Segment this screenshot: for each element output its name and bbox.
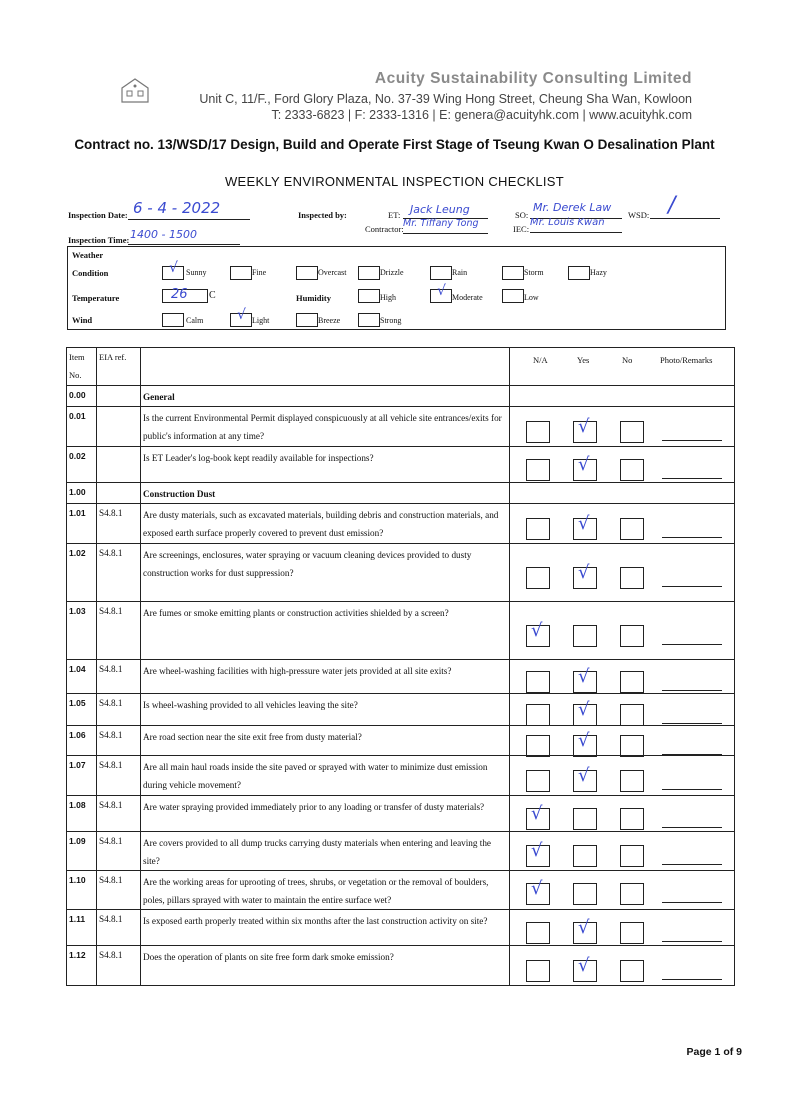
- header-no: No: [622, 355, 633, 365]
- wind-light-checkbox[interactable]: [230, 307, 252, 327]
- item-no: 1.11: [67, 910, 97, 946]
- contract-title: Contract no. 13/WSD/17 Design, Build and Operate First Stage of Tseung Kwan O Desalination Plant: [74, 137, 715, 152]
- page-number: Page 1 of 9: [686, 1046, 742, 1058]
- header-eia-ref-text: EIA ref.: [99, 352, 127, 362]
- eia-ref: S4.8.1: [97, 602, 141, 660]
- check-mark: √: [531, 878, 543, 899]
- remarks-field[interactable]: [662, 863, 722, 865]
- item-checks: [510, 694, 735, 726]
- header-item-no-text: Item No.: [69, 352, 85, 380]
- item-checks: [510, 832, 735, 871]
- na-checkbox[interactable]: [526, 671, 550, 693]
- condition-overcast-label: Overcast: [318, 268, 347, 277]
- item-checks: [510, 544, 735, 602]
- remarks-field[interactable]: [662, 788, 722, 790]
- check-mark: √: [578, 562, 590, 583]
- check-group: [526, 765, 667, 792]
- eia-ref: [97, 483, 141, 504]
- remarks-field[interactable]: [662, 901, 722, 903]
- no-checkbox[interactable]: [620, 704, 644, 726]
- wind-light-mark: √: [237, 307, 246, 323]
- table-row: [67, 910, 735, 946]
- item-no: 1.12: [67, 946, 97, 986]
- check-mark: √: [531, 620, 543, 641]
- et-value: Jack Leung: [410, 203, 470, 216]
- item-no: 1.02: [67, 544, 97, 602]
- check-mark: √: [578, 699, 590, 720]
- remarks-field[interactable]: [662, 689, 722, 691]
- humidity-moderate-mark: √: [437, 283, 446, 299]
- eia-ref: S4.8.1: [97, 694, 141, 726]
- item-question: Is the current Environmental Permit displayed conspicuously at all vehicle site entrances/exits for public's information at any time?: [141, 407, 510, 447]
- temperature-field[interactable]: [162, 289, 208, 303]
- wind-light-label: Light: [252, 316, 270, 325]
- humidity-moderate-checkbox[interactable]: [430, 283, 452, 303]
- eia-ref: S4.8.1: [97, 946, 141, 986]
- section-title: Construction Dust: [141, 483, 510, 504]
- item-no: 0.02: [67, 447, 97, 483]
- contractor-label: Contractor:: [365, 224, 404, 234]
- na-checkbox[interactable]: [526, 960, 550, 982]
- check-mark: √: [578, 513, 590, 534]
- eia-ref: [97, 386, 141, 407]
- eia-ref: S4.8.1: [97, 832, 141, 871]
- form-title: WEEKLY ENVIRONMENTAL INSPECTION CHECKLIST: [224, 174, 565, 189]
- yes-checkbox[interactable]: [573, 625, 597, 647]
- no-checkbox[interactable]: [620, 518, 644, 540]
- eia-ref: S4.8.1: [97, 660, 141, 694]
- na-checkbox[interactable]: [526, 922, 550, 944]
- inspection-time-label: Inspection Time:: [68, 235, 130, 245]
- remarks-field[interactable]: [662, 978, 722, 980]
- company-address: Unit C, 11/F., Ford Glory Plaza, No. 37-39 Wing Hong Street, Cheung Sha Wan, Kowloon: [199, 92, 692, 106]
- yes-checkbox[interactable]: [573, 454, 597, 481]
- check-group: [526, 699, 667, 726]
- table-row: [67, 407, 735, 447]
- na-checkbox[interactable]: [526, 459, 550, 481]
- header-remarks: Photo/Remarks: [660, 355, 713, 365]
- checklist-table: [66, 347, 735, 986]
- item-no: 0.00: [67, 386, 97, 407]
- remarks-field[interactable]: [662, 826, 722, 828]
- na-checkbox[interactable]: [526, 840, 550, 867]
- check-group: [526, 878, 667, 905]
- header-eia-ref: [97, 348, 141, 386]
- yes-checkbox[interactable]: [573, 699, 597, 726]
- item-no: 1.06: [67, 726, 97, 756]
- wsd-label: WSD:: [628, 210, 650, 220]
- item-question: Are wheel-washing facilities with high-pressure water jets provided at all site exits?: [141, 660, 510, 694]
- eia-ref: S4.8.1: [97, 871, 141, 910]
- yes-checkbox[interactable]: [573, 513, 597, 540]
- na-checkbox[interactable]: [526, 518, 550, 540]
- condition-sunny-label: Sunny: [186, 268, 207, 277]
- check-mark: √: [578, 955, 590, 976]
- et-label: ET:: [388, 210, 401, 220]
- item-checks: [510, 483, 735, 504]
- table-row: [67, 756, 735, 796]
- section-row: [67, 483, 735, 504]
- check-group: [526, 840, 667, 867]
- no-checkbox[interactable]: [620, 459, 644, 481]
- remarks-field[interactable]: [662, 585, 722, 587]
- check-group: [526, 454, 667, 481]
- item-checks: [510, 796, 735, 832]
- item-no: 1.07: [67, 756, 97, 796]
- yes-checkbox[interactable]: [573, 416, 597, 443]
- check-group: [526, 416, 667, 443]
- na-checkbox[interactable]: [526, 735, 550, 757]
- item-checks: [510, 910, 735, 946]
- condition-fine-checkbox[interactable]: [230, 266, 252, 280]
- yes-checkbox[interactable]: [573, 845, 597, 867]
- check-group: [526, 955, 667, 982]
- condition-rain-checkbox[interactable]: [430, 266, 452, 280]
- wind-strong-checkbox[interactable]: [358, 313, 380, 327]
- header-checks: [510, 348, 735, 386]
- yes-checkbox[interactable]: [573, 808, 597, 830]
- eia-ref: S4.8.1: [97, 726, 141, 756]
- wsd-field[interactable]: [650, 204, 720, 219]
- table-row: [67, 602, 735, 660]
- temperature-label: Temperature: [72, 293, 120, 303]
- check-group: [526, 562, 667, 589]
- item-no: 1.05: [67, 694, 97, 726]
- section-title: General: [141, 386, 510, 407]
- humidity-high-label: High: [380, 293, 396, 302]
- item-question: Is ET Leader's log-book kept readily available for inspections?: [141, 447, 510, 483]
- eia-ref: S4.8.1: [97, 910, 141, 946]
- condition-storm-label: Storm: [524, 268, 544, 277]
- eia-ref: S4.8.1: [97, 504, 141, 544]
- check-group: [526, 666, 667, 693]
- na-checkbox[interactable]: [526, 770, 550, 792]
- remarks-field[interactable]: [662, 940, 722, 942]
- table-header-row: [67, 348, 735, 386]
- item-question: Is wheel-washing provided to all vehicles leaving the site?: [141, 694, 510, 726]
- table-row: [67, 447, 735, 483]
- item-question: Does the operation of plants on site free form dark smoke emission?: [141, 946, 510, 986]
- yes-checkbox[interactable]: [573, 883, 597, 905]
- condition-sunny-checkbox[interactable]: [162, 260, 184, 280]
- wind-calm-checkbox[interactable]: [162, 313, 184, 327]
- no-checkbox[interactable]: [620, 960, 644, 982]
- remarks-field[interactable]: [662, 477, 722, 479]
- table-row: [67, 660, 735, 694]
- item-checks: [510, 660, 735, 694]
- humidity-high-checkbox[interactable]: [358, 289, 380, 303]
- eia-ref: S4.8.1: [97, 796, 141, 832]
- wind-calm-label: Calm: [186, 316, 204, 325]
- inspection-date-value: 6 - 4 - 2022: [133, 199, 221, 217]
- condition-drizzle-checkbox[interactable]: [358, 266, 380, 280]
- item-checks: [510, 504, 735, 544]
- item-question: Are covers provided to all dump trucks carrying dusty materials when entering and leaving the site?: [141, 832, 510, 871]
- company-contact: T: 2333-6823 | F: 2333-1316 | E: genera@acuityhk.com | www.acuityhk.com: [271, 108, 692, 122]
- check-mark: √: [578, 730, 590, 751]
- humidity-label: Humidity: [296, 293, 331, 303]
- humidity-low-label: Low: [524, 293, 539, 302]
- check-mark: √: [578, 416, 590, 437]
- item-checks: [510, 726, 735, 756]
- eia-ref: S4.8.1: [97, 544, 141, 602]
- company-name: Acuity Sustainability Consulting Limited: [374, 70, 692, 87]
- na-checkbox[interactable]: [526, 803, 550, 830]
- no-checkbox[interactable]: [620, 808, 644, 830]
- remarks-field[interactable]: [662, 536, 722, 538]
- item-checks: [510, 602, 735, 660]
- weather-section: [67, 246, 726, 330]
- item-checks: [510, 386, 735, 407]
- humidity-low-checkbox[interactable]: [502, 289, 524, 303]
- condition-hazy-checkbox[interactable]: [568, 266, 590, 280]
- yes-checkbox[interactable]: [573, 765, 597, 792]
- na-checkbox[interactable]: [526, 421, 550, 443]
- header-yes: Yes: [577, 355, 590, 365]
- condition-sunny-mark: √: [169, 260, 178, 276]
- table-row: [67, 694, 735, 726]
- table-row: [67, 946, 735, 986]
- item-no: 1.03: [67, 602, 97, 660]
- inspection-time-value: 1400 - 1500: [130, 228, 197, 241]
- condition-fine-label: Fine: [252, 268, 267, 277]
- check-group: [526, 620, 667, 647]
- item-question: Are road section near the site exit free from dusty material?: [141, 726, 510, 756]
- na-checkbox[interactable]: [526, 704, 550, 726]
- item-question: Are the working areas for uprooting of trees, shrubs, or vegetation or the removal of boulders, poles, pillars sprayed with water to maintain the entire surface wet?: [141, 871, 510, 910]
- check-mark: √: [578, 666, 590, 687]
- wind-breeze-checkbox[interactable]: [296, 313, 318, 327]
- remarks-field[interactable]: [662, 722, 722, 724]
- yes-checkbox[interactable]: [573, 730, 597, 757]
- no-checkbox[interactable]: [620, 735, 644, 757]
- check-group: [526, 513, 667, 540]
- condition-rain-label: Rain: [452, 268, 468, 277]
- item-question: Is exposed earth properly treated within six months after the last construction activity on site?: [141, 910, 510, 946]
- table-row: [67, 832, 735, 871]
- inspected-by-label: Inspected by:: [298, 210, 347, 220]
- table-row: [67, 504, 735, 544]
- humidity-moderate-label: Moderate: [452, 293, 483, 302]
- wind-strong-label: Strong: [380, 316, 402, 325]
- eia-ref: [97, 407, 141, 447]
- no-checkbox[interactable]: [620, 421, 644, 443]
- item-question: Are fumes or smoke emitting plants or construction activities shielded by a screen?: [141, 602, 510, 660]
- company-logo-icon: [118, 76, 152, 106]
- iec-label: IEC:: [513, 224, 530, 234]
- condition-label: Condition: [72, 268, 109, 278]
- so-label: SO:: [515, 210, 529, 220]
- eia-ref: [97, 447, 141, 483]
- check-mark: √: [578, 917, 590, 938]
- no-checkbox[interactable]: [620, 770, 644, 792]
- item-checks: [510, 447, 735, 483]
- condition-overcast-checkbox[interactable]: [296, 266, 318, 280]
- item-no: 1.01: [67, 504, 97, 544]
- item-checks: [510, 871, 735, 910]
- table-row: [67, 726, 735, 756]
- check-group: [526, 803, 667, 830]
- condition-hazy-label: Hazy: [590, 268, 607, 277]
- header-na: N/A: [533, 355, 548, 365]
- wsd-mark: /: [668, 193, 676, 218]
- item-no: 0.01: [67, 407, 97, 447]
- condition-drizzle-label: Drizzle: [380, 268, 404, 277]
- no-checkbox[interactable]: [620, 922, 644, 944]
- condition-storm-checkbox[interactable]: [502, 266, 524, 280]
- table-row: [67, 871, 735, 910]
- inspection-date-label: Inspection Date:: [68, 210, 128, 220]
- na-checkbox[interactable]: [526, 620, 550, 647]
- yes-checkbox[interactable]: [573, 955, 597, 982]
- temperature-unit: C: [209, 290, 216, 301]
- item-no: 1.08: [67, 796, 97, 832]
- item-checks: [510, 946, 735, 986]
- no-checkbox[interactable]: [620, 567, 644, 589]
- item-checks: [510, 407, 735, 447]
- header-item-text: [141, 348, 510, 386]
- yes-checkbox[interactable]: [573, 666, 597, 693]
- na-checkbox[interactable]: [526, 878, 550, 905]
- temperature-value: 26: [171, 287, 188, 302]
- check-group: [526, 917, 667, 944]
- check-group: [526, 730, 667, 757]
- item-question: Are dusty materials, such as excavated materials, building debris and construction materials, and exposed earth surface properly covered to prevent dust emission?: [141, 504, 510, 544]
- weather-title: Weather: [72, 250, 104, 260]
- na-checkbox[interactable]: [526, 567, 550, 589]
- so-value: Mr. Derek Law: [533, 201, 612, 214]
- wind-label: Wind: [72, 315, 93, 325]
- item-no: 1.00: [67, 483, 97, 504]
- check-mark: √: [531, 840, 543, 861]
- item-no: 1.04: [67, 660, 97, 694]
- item-checks: [510, 756, 735, 796]
- yes-checkbox[interactable]: [573, 562, 597, 589]
- section-row: [67, 386, 735, 407]
- item-no: 1.10: [67, 871, 97, 910]
- no-checkbox[interactable]: [620, 625, 644, 647]
- item-question: Are screenings, enclosures, water spraying or vacuum cleaning devices provided to dusty construction works for dust suppression?: [141, 544, 510, 602]
- check-mark: √: [578, 454, 590, 475]
- item-no: 1.09: [67, 832, 97, 871]
- wind-breeze-label: Breeze: [318, 316, 341, 325]
- eia-ref: S4.8.1: [97, 756, 141, 796]
- no-checkbox[interactable]: [620, 883, 644, 905]
- remarks-field[interactable]: [662, 439, 722, 441]
- no-checkbox[interactable]: [620, 845, 644, 867]
- item-question: Are water spraying provided immediately prior to any loading or transfer of dusty materials?: [141, 796, 510, 832]
- contractor-value: Mr. Tiffany Tong: [403, 218, 479, 229]
- remarks-field[interactable]: [662, 643, 722, 645]
- check-mark: √: [531, 803, 543, 824]
- no-checkbox[interactable]: [620, 671, 644, 693]
- check-mark: √: [578, 765, 590, 786]
- table-row: [67, 544, 735, 602]
- item-question: Are all main haul roads inside the site paved or sprayed with water to minimize dust emission during vehicle movement?: [141, 756, 510, 796]
- header-item-no: [67, 348, 97, 386]
- table-row: [67, 796, 735, 832]
- iec-value: Mr. Louis Kwan: [530, 217, 605, 228]
- yes-checkbox[interactable]: [573, 917, 597, 944]
